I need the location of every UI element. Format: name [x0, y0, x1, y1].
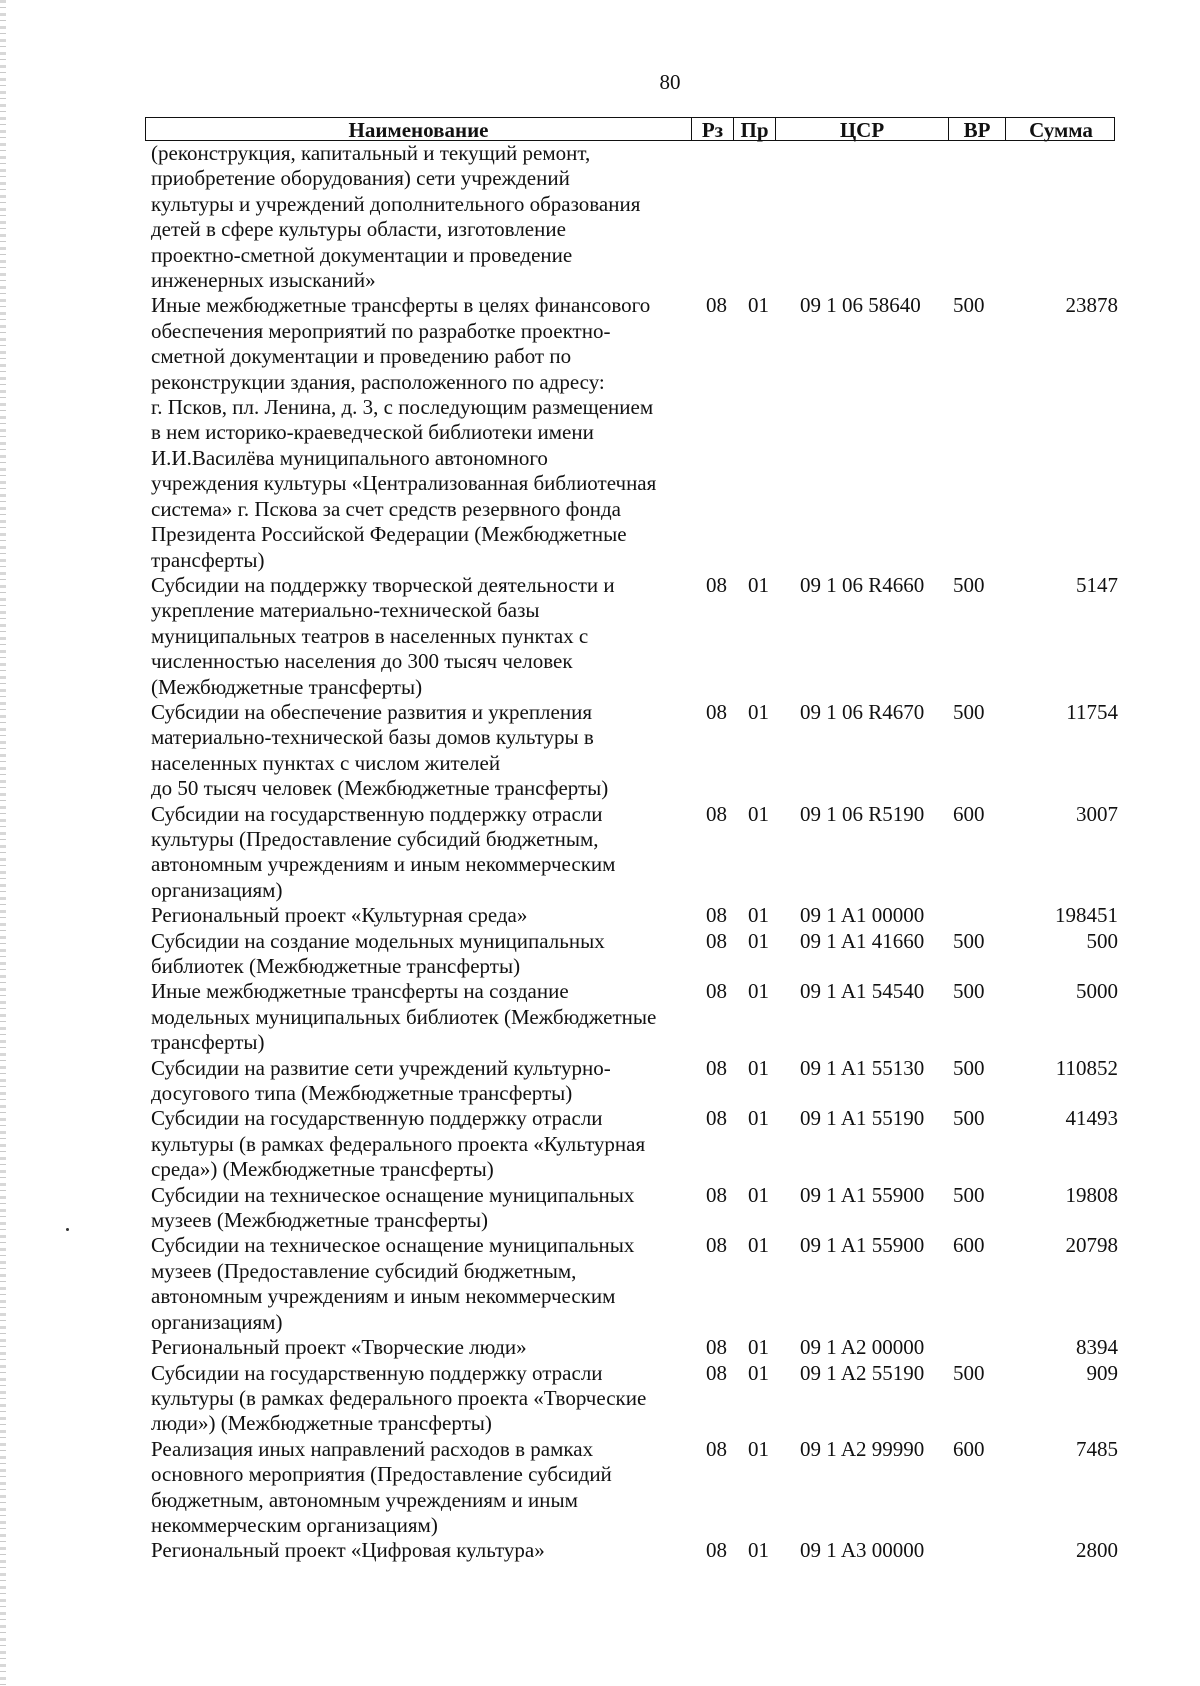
cell-csr: 09 1 06 R5190: [800, 801, 925, 826]
cell-csr: 09 1 06 58640: [800, 293, 921, 318]
row-name-line: музеев (Межбюджетные трансферты): [151, 1208, 488, 1233]
cell-sum: 8394: [1076, 1335, 1118, 1360]
table-row: [145, 293, 1118, 572]
row-name-line: Субсидии на техническое оснащение муниципальных: [151, 1233, 635, 1258]
cell-rz: 08: [706, 699, 727, 724]
table-row: [145, 1106, 1118, 1182]
row-name-line: до 50 тысяч человек (Межбюджетные трансферты): [151, 776, 609, 801]
table-row: [145, 1233, 1118, 1335]
cell-rz: 08: [706, 801, 727, 826]
scan-speck: [66, 1228, 69, 1231]
cell-rz: 08: [706, 1436, 727, 1461]
row-name: [145, 1361, 691, 1437]
cell-csr: 09 1 A1 55130: [800, 1055, 925, 1080]
cell-pr: 01: [748, 979, 769, 1004]
row-name-line: организациям): [151, 877, 283, 902]
budget-table: [145, 117, 1118, 1564]
row-name: [145, 293, 691, 572]
table-body: [145, 141, 1118, 1564]
row-name: [145, 929, 691, 980]
row-name-line: И.И.Василёва муниципального автономного: [151, 445, 548, 470]
cell-pr: 01: [748, 572, 769, 597]
cell-rz: 08: [706, 293, 727, 318]
cell-csr: 09 1 A1 00000: [800, 903, 925, 928]
cell-sum: 5147: [1076, 572, 1118, 597]
cell-csr: 09 1 A3 00000: [800, 1538, 925, 1563]
cell-pr: 01: [748, 1360, 769, 1385]
cell-pr: 01: [748, 1055, 769, 1080]
row-name: [145, 1183, 691, 1234]
cell-csr: 09 1 A1 55190: [800, 1106, 925, 1131]
row-name-line: бюджетным, автономным учреждениям и иным: [151, 1487, 578, 1512]
row-name-line: проектно-сметной документации и проведение: [151, 242, 573, 267]
table-row: [145, 1436, 1118, 1539]
page-number: 80: [659, 70, 681, 94]
cell-sum: 11754: [1066, 699, 1118, 724]
table-header: [145, 117, 1115, 141]
cell-pr: 01: [748, 1233, 769, 1258]
row-name-line: трансферты): [151, 1030, 265, 1055]
cell-pr: 01: [748, 1106, 769, 1131]
table-row: [145, 572, 1118, 700]
row-name: [145, 573, 691, 700]
cell-sum: 3007: [1076, 801, 1118, 826]
row-name-line: (реконструкция, капитальный и текущий ремонт,: [151, 141, 591, 165]
row-name: [145, 1056, 691, 1107]
row-name-line: укрепление материально-технической базы: [151, 598, 540, 623]
cell-pr: 01: [748, 903, 769, 928]
cell-sum: 110852: [1055, 1055, 1118, 1080]
row-name: [145, 802, 691, 904]
cell-rz: 08: [706, 979, 727, 1004]
row-name-line: среда») (Межбюджетные трансферты): [151, 1157, 494, 1182]
cell-vr: 500: [953, 293, 985, 318]
row-name-line: приобретение оборудования) сети учреждений: [151, 166, 570, 191]
row-name-line: досугового типа (Межбюджетные трансферты): [151, 1081, 573, 1106]
table-row: [145, 141, 1115, 293]
cell-pr: 01: [748, 699, 769, 724]
row-name-line: в нем историко-краеведческой библиотеки имени: [151, 420, 594, 445]
cell-csr: 09 1 06 R4670: [800, 699, 925, 724]
cell-rz: 08: [706, 1182, 727, 1207]
row-name-line: автономным учреждениям и иным некоммерческим: [151, 1284, 616, 1309]
row-name-line: Субсидии на государственную поддержку отрасли: [151, 801, 603, 826]
row-name-line: г. Псков, пл. Ленина, д. 3, с последующим размещением: [151, 395, 654, 420]
row-name-line: Региональный проект «Культурная среда»: [151, 903, 528, 928]
cell-rz: 08: [706, 903, 727, 928]
row-name-line: Субсидии на создание модельных муниципальных: [151, 928, 605, 953]
cell-vr: 600: [953, 801, 985, 826]
cell-pr: 01: [748, 801, 769, 826]
row-name: [145, 1106, 691, 1182]
cell-sum: 909: [1086, 1360, 1118, 1385]
row-name-line: материально-технической базы домов культуры в: [151, 725, 594, 750]
header-csr: ЦСР: [775, 118, 948, 140]
cell-sum: 500: [1086, 928, 1118, 953]
cell-csr: 09 1 06 R4660: [800, 572, 925, 597]
cell-sum: 41493: [1065, 1106, 1118, 1131]
cell-vr: 500: [953, 572, 985, 597]
row-name-line: культуры (в рамках федерального проекта «Культурная: [151, 1131, 646, 1156]
row-name-line: библиотек (Межбюджетные трансферты): [151, 954, 521, 978]
row-name-line: Субсидии на развитие сети учреждений культурно-: [151, 1055, 611, 1080]
row-name-line: Субсидии на поддержку творческой деятельности и: [151, 572, 615, 597]
cell-vr: 500: [953, 1055, 985, 1080]
row-name: [145, 700, 691, 802]
cell-vr: 500: [953, 699, 985, 724]
cell-sum: 20798: [1065, 1233, 1118, 1258]
table-row: [145, 699, 1118, 802]
row-name-line: культуры (в рамках федерального проекта «Творческие: [151, 1385, 647, 1410]
cell-sum: 2800: [1076, 1538, 1118, 1563]
row-name-line: культуры (Предоставление субсидий бюджетным,: [151, 826, 599, 851]
cell-rz: 08: [706, 1360, 727, 1385]
table-row: [145, 1182, 1118, 1234]
cell-sum: 5000: [1076, 979, 1118, 1004]
cell-vr: 500: [953, 928, 985, 953]
row-name-line: Субсидии на обеспечение развития и укрепления: [151, 699, 592, 724]
scan-edge-artifact: [0, 0, 6, 1686]
row-name-line: Региональный проект «Цифровая культура»: [151, 1538, 545, 1563]
table-row: [145, 1335, 1118, 1360]
cell-sum: 23878: [1065, 293, 1118, 318]
row-name-line: муниципальных театров в населенных пунктах с: [151, 623, 589, 648]
cell-csr: 09 1 A2 00000: [800, 1335, 925, 1360]
header-sum: Сумма: [1005, 118, 1116, 140]
row-name-line: сметной документации и проведению работ по: [151, 344, 572, 369]
row-name-line: инженерных изысканий»: [151, 268, 376, 293]
row-name-line: (Межбюджетные трансферты): [151, 674, 423, 699]
cell-sum: 198451: [1055, 903, 1118, 928]
row-name-line: учреждения культуры «Централизованная библиотечная: [151, 471, 657, 496]
cell-rz: 08: [706, 1055, 727, 1080]
row-name-line: Иные межбюджетные трансферты в целях финансового: [151, 293, 651, 318]
row-name-line: Региональный проект «Творческие люди»: [151, 1335, 527, 1360]
table-row: [145, 903, 1118, 928]
cell-csr: 09 1 A1 55900: [800, 1182, 925, 1207]
row-name-line: Иные межбюджетные трансферты на создание: [151, 979, 569, 1004]
cell-csr: 09 1 A1 54540: [800, 979, 925, 1004]
row-name-line: Субсидии на государственную поддержку отрасли: [151, 1360, 603, 1385]
cell-sum: 7485: [1076, 1436, 1118, 1461]
cell-pr: 01: [748, 1436, 769, 1461]
row-name-line: основного мероприятия (Предоставление субсидий: [151, 1462, 612, 1487]
row-name-line: организациям): [151, 1309, 283, 1334]
cell-pr: 01: [748, 1335, 769, 1360]
cell-pr: 01: [748, 928, 769, 953]
row-name-line: трансферты): [151, 547, 265, 572]
cell-rz: 08: [706, 1335, 727, 1360]
row-name-line: культуры и учреждений дополнительного образования: [151, 191, 641, 216]
cell-rz: 08: [706, 1233, 727, 1258]
header-name: Наименование: [348, 118, 489, 142]
row-name: [145, 1233, 691, 1335]
cell-csr: 09 1 A1 41660: [800, 928, 925, 953]
cell-pr: 01: [748, 1538, 769, 1563]
cell-vr: 500: [953, 1182, 985, 1207]
cell-vr: 500: [953, 1360, 985, 1385]
cell-csr: 09 1 A1 55900: [800, 1233, 925, 1258]
header-pr: Пр: [733, 118, 775, 140]
row-name-line: обеспечения мероприятий по разработке проектно-: [151, 318, 611, 343]
row-name: [145, 1538, 691, 1563]
header-rz: Рз: [691, 118, 733, 140]
cell-vr: 500: [953, 1106, 985, 1131]
row-name: [145, 141, 691, 293]
cell-csr: 09 1 A2 99990: [800, 1436, 925, 1461]
row-name-line: Президента Российской Федерации (Межбюджетные: [151, 522, 627, 547]
row-name-line: модельных муниципальных библиотек (Межбюджетные: [151, 1004, 657, 1029]
cell-pr: 01: [748, 293, 769, 318]
cell-vr: 600: [953, 1436, 985, 1461]
table-row: [145, 928, 1118, 980]
table-row: [145, 1360, 1118, 1437]
row-name-line: Субсидии на государственную поддержку отрасли: [151, 1106, 603, 1131]
cell-rz: 08: [706, 928, 727, 953]
row-name-line: детей в сфере культуры области, изготовление: [151, 217, 566, 242]
cell-sum: 19808: [1065, 1182, 1118, 1207]
row-name-line: некоммерческим организациям): [151, 1512, 438, 1537]
row-name-line: музеев (Предоставление субсидий бюджетным,: [151, 1258, 577, 1283]
cell-vr: 500: [953, 979, 985, 1004]
row-name-line: Реализация иных направлений расходов в рамках: [151, 1436, 594, 1461]
row-name: [145, 979, 691, 1055]
row-name: [145, 1437, 691, 1539]
table-row: [145, 1055, 1118, 1107]
row-name-line: система» г. Пскова за счет средств резервного фонда: [151, 496, 621, 521]
cell-rz: 08: [706, 1538, 727, 1563]
cell-pr: 01: [748, 1182, 769, 1207]
row-name-line: численностью населения до 300 тысяч человек: [151, 649, 573, 674]
cell-rz: 08: [706, 572, 727, 597]
row-name-line: автономным учреждениям и иным некоммерческим: [151, 852, 616, 877]
row-name: [145, 1335, 691, 1360]
row-name-line: населенных пунктах с числом жителей: [151, 750, 501, 775]
header-vr: ВР: [948, 118, 1005, 140]
row-name: [145, 903, 691, 928]
table-row: [145, 801, 1118, 904]
table-row: [145, 979, 1118, 1055]
row-name-line: Субсидии на техническое оснащение муниципальных: [151, 1182, 635, 1207]
cell-csr: 09 1 A2 55190: [800, 1360, 925, 1385]
cell-vr: 600: [953, 1233, 985, 1258]
row-name-line: реконструкции здания, расположенного по адресу:: [151, 369, 605, 394]
row-name-line: люди») (Межбюджетные трансферты): [151, 1411, 492, 1436]
cell-rz: 08: [706, 1106, 727, 1131]
table-row: [145, 1538, 1118, 1563]
